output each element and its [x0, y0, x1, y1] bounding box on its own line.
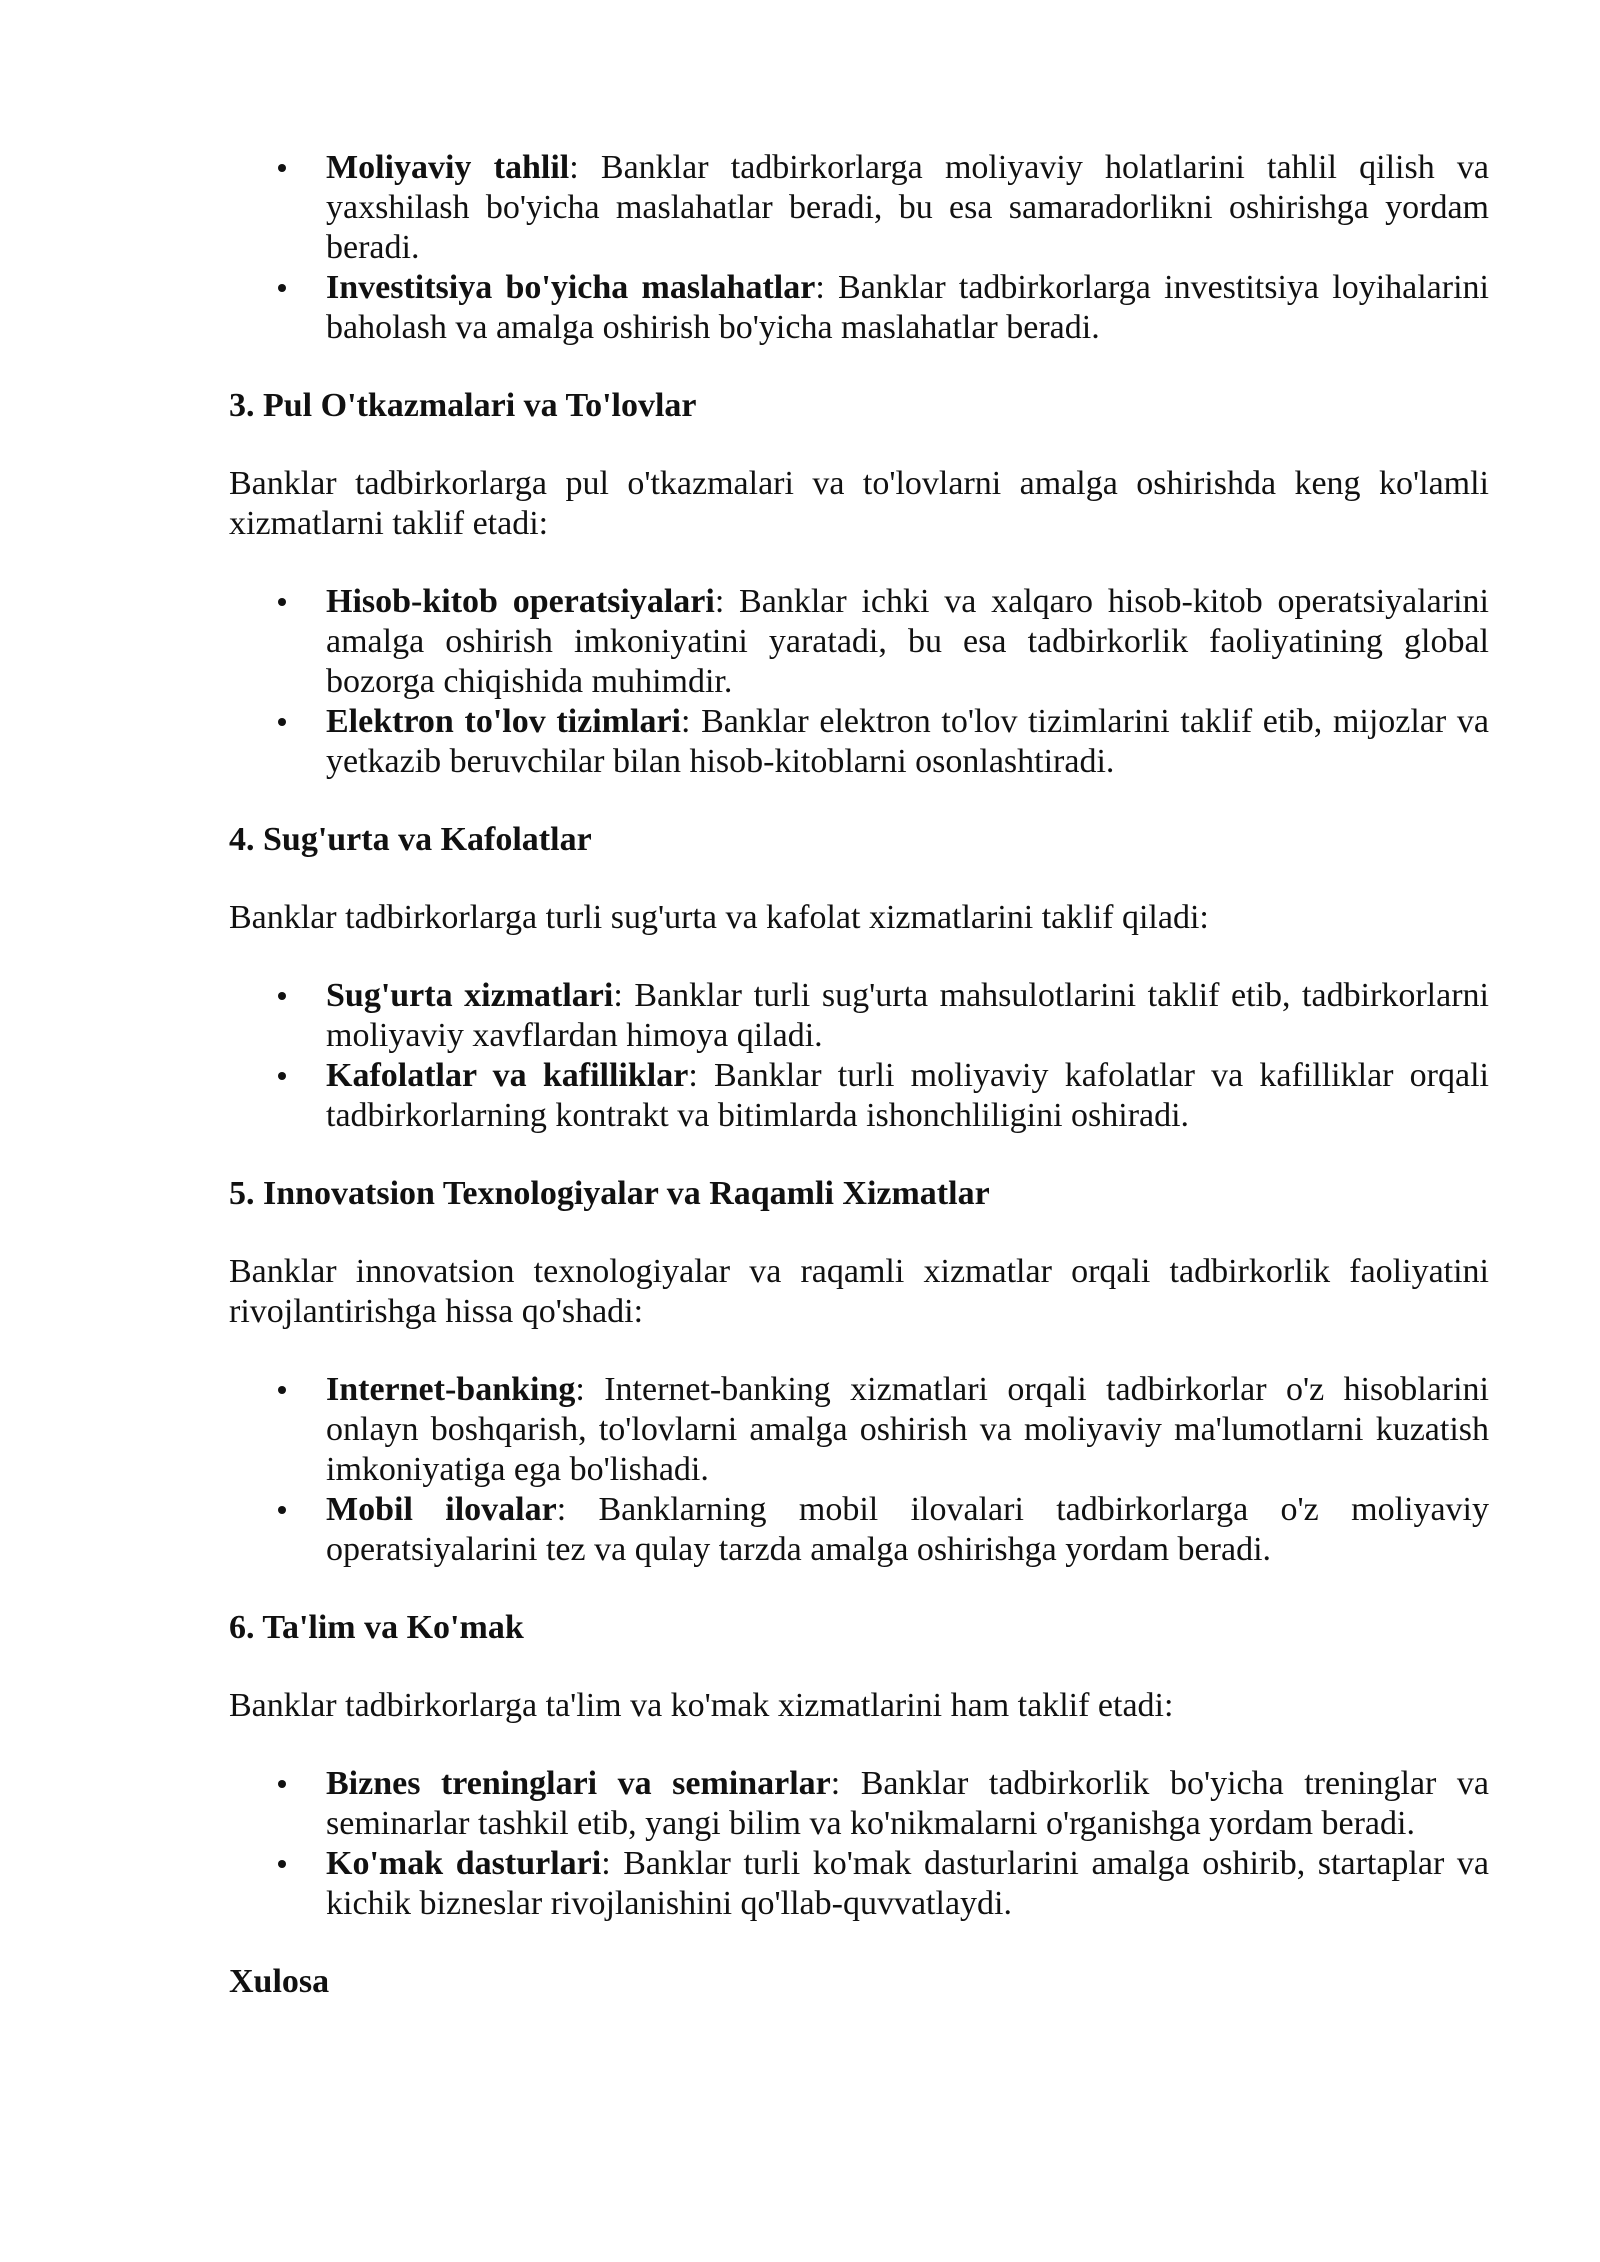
list-item — [229, 1490, 1489, 1570]
bullet-icon — [278, 992, 286, 1000]
item-term: Mobil ilovalar — [326, 1491, 557, 1528]
list-item — [229, 1056, 1489, 1136]
closing-heading: Xulosa — [229, 1963, 330, 2000]
list-item — [229, 148, 1489, 268]
bullet-list — [229, 582, 1489, 782]
item-term: Moliyaviy tahlil — [326, 149, 570, 186]
list-item — [229, 268, 1489, 348]
bullet-icon — [278, 598, 286, 606]
document-body — [229, 148, 1489, 2040]
bullet-list — [229, 976, 1489, 1136]
section-intro: Banklar tadbirkorlarga turli sug'urta va kafolat xizmatlarini taklif qiladi: — [229, 899, 1209, 936]
list-item — [229, 1844, 1489, 1924]
bullet-icon — [278, 284, 286, 292]
item-term: Ko'mak dasturlari — [326, 1845, 602, 1882]
item-text: : Banklar tadbirkorlarga investitsiya loyihalarini baholash va amalga oshirish bo'yicha maslahatlar beradi. — [326, 269, 1489, 346]
item-term: Hisob-kitob operatsiyalari — [326, 583, 715, 620]
bullet-list-top — [229, 148, 1489, 348]
bullet-list — [229, 1764, 1489, 1924]
section-intro: Banklar innovatsion texnologiyalar va raqamli xizmatlar orqali tadbirkorlik faoliyatini rivojlantirishga hissa qo'shadi: — [229, 1253, 1489, 1330]
bullet-icon — [278, 1506, 286, 1514]
list-item — [229, 582, 1489, 702]
item-text: : Banklar turli moliyaviy kafolatlar va kafilliklar orqali tadbirkorlarning kontrakt va bitimlarda ishonchliligini oshiradi. — [326, 1057, 1489, 1134]
bullet-icon — [278, 718, 286, 726]
section-intro: Banklar tadbirkorlarga pul o'tkazmalari va to'lovlarni amalga oshirishda keng ko'lamli xizmatlarni taklif etadi: — [229, 465, 1489, 542]
section-heading: 6. Ta'lim va Ko'mak — [229, 1609, 524, 1646]
item-term: Kafolatlar va kafilliklar — [326, 1057, 689, 1094]
item-text: : Banklar tadbirkorlarga moliyaviy holatlarini tahlil qilish va yaxshilash bo'yicha maslahatlar beradi, bu esa samaradorlikni oshirishga yordam beradi. — [326, 149, 1490, 266]
bullet-icon — [278, 1072, 286, 1080]
list-item — [229, 1370, 1489, 1490]
bullet-icon — [278, 1780, 286, 1788]
item-term: Investitsiya bo'yicha maslahatlar — [326, 269, 816, 306]
bullet-icon — [278, 164, 286, 172]
section-heading: 3. Pul O'tkazmalari va To'lovlar — [229, 387, 697, 424]
section-heading: 4. Sug'urta va Kafolatlar — [229, 821, 592, 858]
item-term: Elektron to'lov tizimlari — [326, 703, 681, 740]
bullet-icon — [278, 1386, 286, 1394]
item-text: : Banklar tadbirkorlik bo'yicha treninglar va seminarlar tashkil etib, yangi bilim va ko'nikmalarni o'rganishga yordam beradi. — [326, 1765, 1489, 1842]
item-term: Biznes treninglari va seminarlar — [326, 1765, 831, 1802]
list-item — [229, 702, 1489, 782]
item-text: : Banklar turli sug'urta mahsulotlarini taklif etib, tadbirkorlarni moliyaviy xavflardan himoya qiladi. — [326, 977, 1489, 1054]
item-text: : Banklar ichki va xalqaro hisob-kitob operatsiyalarini amalga oshirish imkoniyatini yaratadi, bu esa tadbirkorlik faoliyatining global bozorga chiqishida muhimdir. — [326, 583, 1489, 700]
item-text: : Banklarning mobil ilovalari tadbirkorlarga o'z moliyaviy operatsiyalarini tez va qulay tarzda amalga oshirishga yordam beradi. — [326, 1491, 1489, 1568]
bullet-icon — [278, 1860, 286, 1868]
bullet-list — [229, 1370, 1489, 1570]
section-intro: Banklar tadbirkorlarga ta'lim va ko'mak xizmatlarini ham taklif etadi: — [229, 1687, 1174, 1724]
item-text: : Banklar elektron to'lov tizimlarini taklif etib, mijozlar va yetkazib beruvchilar bilan hisob-kitoblarni osonlashtiradi. — [326, 703, 1489, 780]
list-item — [229, 1764, 1489, 1844]
item-term: Sug'urta xizmatlari — [326, 977, 614, 1014]
list-item — [229, 976, 1489, 1056]
section-heading: 5. Innovatsion Texnologiyalar va Raqamli Xizmatlar — [229, 1175, 990, 1212]
item-term: Internet-banking — [326, 1371, 576, 1408]
item-text: : Banklar turli ko'mak dasturlarini amalga oshirib, startaplar va kichik bizneslar rivojlanishini qo'llab-quvvatlaydi. — [326, 1845, 1489, 1922]
item-text: : Internet-banking xizmatlari orqali tadbirkorlar o'z hisoblarini onlayn boshqarish, to'lovlarni amalga oshirish va moliyaviy ma'lumotlarni kuzatish imkoniyatiga ega bo'lishadi. — [326, 1371, 1489, 1488]
